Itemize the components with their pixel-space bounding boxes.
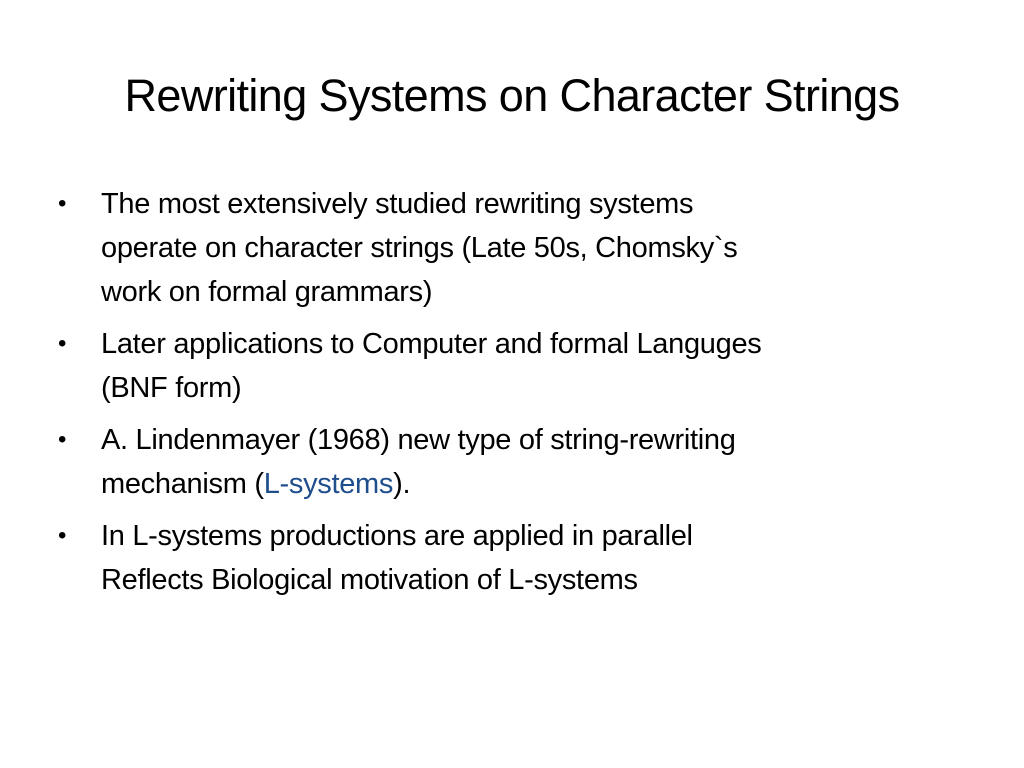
bullet-3-line-1: A. Lindenmayer (1968) new type of string-rewriting — [101, 424, 736, 456]
bullet-icon: • — [58, 190, 67, 217]
bullet-icon: • — [58, 426, 67, 453]
bullet-3-line-2-after: ). — [393, 468, 411, 500]
bullet-item-4 — [56, 514, 976, 602]
bullet-item-1 — [56, 182, 976, 314]
bullet-icon: • — [58, 330, 67, 357]
bullet-list — [56, 182, 976, 610]
bullet-1-line-1: The most extensively studied rewriting systems — [101, 188, 694, 220]
bullet-4-line-2: Reflects Biological motivation of L-systems — [101, 564, 638, 596]
l-systems-link[interactable]: L-systems — [263, 468, 394, 500]
bullet-4-line-1: In L-systems productions are applied in parallel — [101, 520, 693, 552]
bullet-1-line-2: operate on character strings (Late 50s, Chomsky`s — [101, 232, 738, 264]
bullet-icon: • — [58, 522, 67, 549]
bullet-3-line-2 — [101, 462, 976, 506]
bullet-item-3 — [56, 418, 976, 506]
bullet-2-line-1: Later applications to Computer and formal Languges — [101, 328, 762, 360]
bullet-1-line-3: work on formal grammars) — [101, 276, 433, 308]
slide-title: Rewriting Systems on Character Strings — [124, 70, 900, 121]
bullet-item-2 — [56, 322, 976, 410]
bullet-3-line-2-before: mechanism ( — [101, 468, 264, 500]
bullet-2-line-2: (BNF form) — [101, 372, 242, 404]
